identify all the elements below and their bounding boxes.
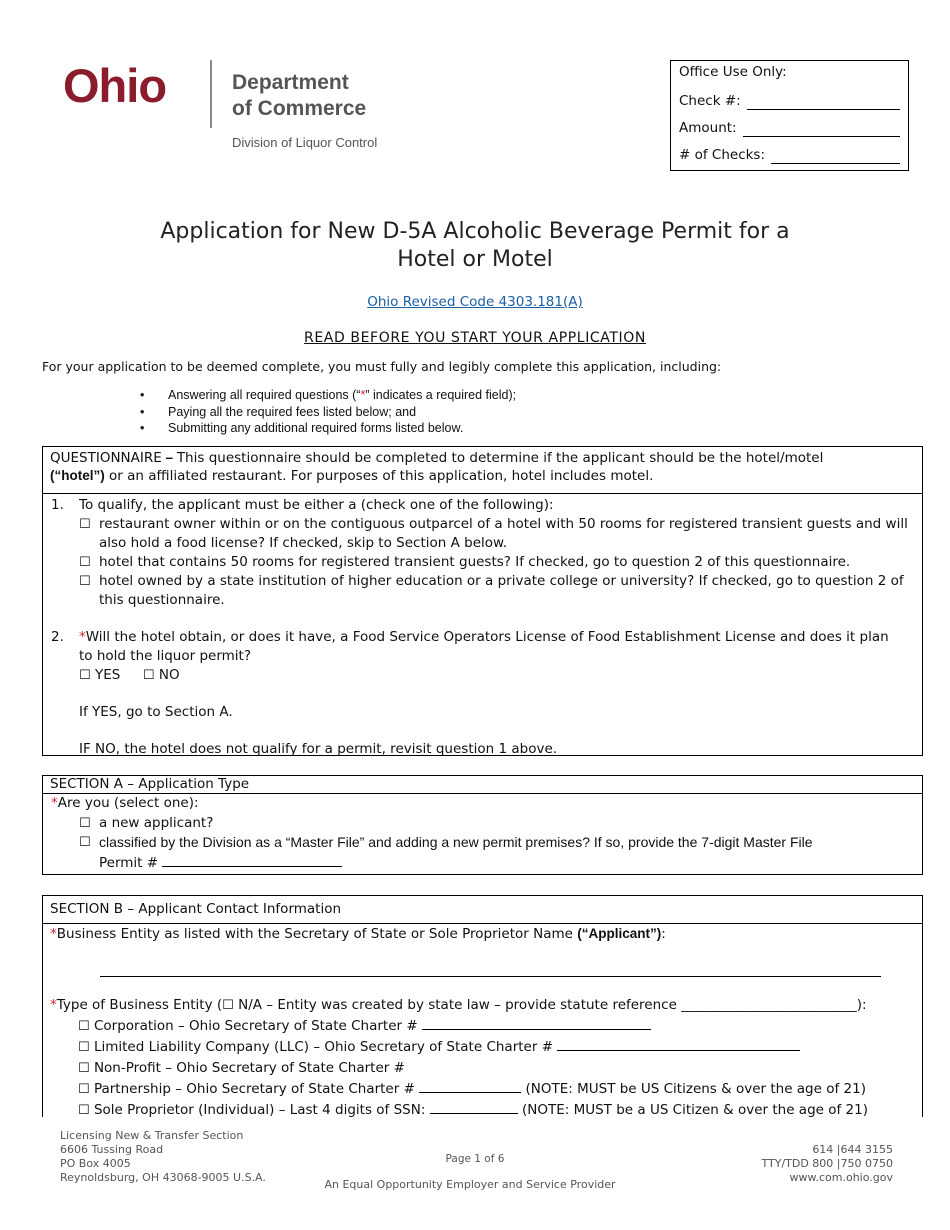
checkbox-icon[interactable]: ☐: [78, 1061, 90, 1076]
dept-line-1: Department: [232, 71, 349, 94]
ohio-logo: Ohio: [63, 59, 167, 112]
orc-link[interactable]: Ohio Revised Code 4303.181(A): [367, 294, 583, 310]
q1-option-restaurant[interactable]: ☐ restaurant owner within or on the contiguous outparcel of a hotel with 50 rooms for registered transient guests and will also hold a food license? If checked, skip to Section A below.: [79, 516, 908, 551]
q1-option-state-institution[interactable]: ☐ hotel owned by a state institution of higher education or a private college or university? If checked, go to question 2 of this questionnaire.: [79, 573, 904, 608]
footer-contact: 614 |644 3155 TTY/TDD 800 |750 0750 www.com.ohio.gov: [761, 1143, 893, 1184]
intro-text: For your application to be deemed complete, you must fully and legibly complete this application, including:: [42, 359, 722, 374]
page-title: Application for New D-5A Alcoholic Beverage Permit for a Hotel or Motel: [160, 219, 790, 272]
section-a-header: SECTION A – Application Type: [43, 776, 922, 794]
questionnaire-header: QUESTIONNAIRE – This questionnaire should be completed to determine if the applicant should be the hotel/motel (“hotel”) or an affiliated restaurant. For purposes of this application, hotel includes motel.: [43, 447, 922, 494]
llc-charter-field[interactable]: [557, 1038, 800, 1051]
check-number-row: Check #:: [679, 83, 900, 110]
checkbox-icon[interactable]: ☐: [78, 1040, 90, 1055]
section-b-header: SECTION B – Applicant Contact Information: [43, 896, 922, 924]
list-item: • Paying all the required fees listed below; and: [140, 404, 516, 421]
q2-yes-option[interactable]: ☐ YES: [79, 667, 121, 683]
checkbox-icon[interactable]: ☐: [79, 555, 91, 570]
checkbox-icon[interactable]: ☐: [142, 668, 155, 683]
footer-address: Licensing New & Transfer Section 6606 Tussing Road PO Box 4005 Reynoldsburg, OH 43068-9005 U.S.A.: [60, 1129, 266, 1184]
section-b-box: [42, 895, 923, 1117]
page-number: Page 1 of 6: [445, 1153, 505, 1165]
questionnaire-body: [43, 494, 922, 761]
master-file-option[interactable]: ☐ classified by the Division as a “Master File” and adding a new permit premises? If so, provide the 7-digit Master File Permit #: [79, 834, 813, 871]
amount-row: Amount:: [679, 110, 900, 137]
check-number-field[interactable]: [747, 94, 900, 110]
read-before-heading: READ BEFORE YOU START YOUR APPLICATION: [304, 330, 646, 346]
checkbox-icon[interactable]: ☐: [79, 574, 91, 589]
requirements-list: [140, 387, 516, 437]
question-2: 2. *Will the hotel obtain, or does it have, a Food Service Operators License of Food Establishment License and does it plan to hold the liquor permit? ☐ YES ☐ NO If YES, go to Section A. IF NO, the hotel does not qualify for a permit, revisit question 1 above.: [51, 628, 914, 759]
checkbox-icon[interactable]: ☐: [78, 1082, 90, 1097]
q1-option-hotel[interactable]: ☐ hotel that contains 50 rooms for registered transient guests? If checked, go to question 2 of this questionnaire.: [79, 554, 851, 570]
checkbox-icon[interactable]: ☐: [78, 1019, 90, 1034]
list-item: • Submitting any additional required forms listed below.: [140, 420, 516, 437]
checks-count-field[interactable]: [771, 148, 900, 164]
llc-option[interactable]: ☐ Limited Liability Company (LLC) – Ohio Secretary of State Charter #: [50, 1037, 915, 1058]
eoe-statement: An Equal Opportunity Employer and Service Provider: [324, 1178, 616, 1191]
business-entity-label: *Business Entity as listed with the Secretary of State or Sole Proprietor Name (“Applicant”):: [50, 926, 666, 942]
dept-line-2: of Commerce: [232, 97, 367, 120]
checkbox-icon[interactable]: ☐: [222, 998, 234, 1013]
new-applicant-option[interactable]: ☐ a new applicant?: [79, 814, 914, 834]
partnership-charter-field[interactable]: [419, 1080, 521, 1093]
section-a-box: [42, 775, 923, 875]
logo-divider: [210, 60, 212, 128]
corporation-option[interactable]: ☐ Corporation – Ohio Secretary of State Charter #: [50, 1016, 915, 1037]
business-entity-field[interactable]: [100, 966, 881, 977]
checkbox-icon[interactable]: ☐: [79, 815, 91, 831]
nonprofit-option[interactable]: ☐ Non-Profit – Ohio Secretary of State Charter #: [78, 1060, 405, 1076]
division-name: Division of Liquor Control: [232, 135, 378, 150]
amount-field[interactable]: [743, 121, 900, 137]
list-item: • Answering all required questions (“*” indicates a required field);: [140, 387, 516, 404]
office-use-box: [670, 60, 909, 171]
question-1: 1. To qualify, the applicant must be either a (check one of the following): ☐ restaurant owner within or on the contiguous outparcel of a hotel with 50 rooms for registered transient guests and will also hold a food license? If checked, skip to Section A below. ☐ hotel that contains 50 rooms for registered transient guests? If checked, go to question 2 of this questionnaire. ☐ hotel owned by a state institution of higher education or a private college or university? If checked, go to question 2 of this questionnaire.: [51, 496, 914, 610]
section-a-question: *Are you (select one):: [51, 795, 199, 811]
checkbox-icon[interactable]: ☐: [79, 668, 91, 683]
checkbox-icon[interactable]: ☐: [78, 1103, 90, 1118]
q2-if-no: IF NO, the hotel does not qualify for a permit, revisit question 1 above.: [79, 741, 558, 757]
sole-proprietor-option[interactable]: ☐ Sole Proprietor (Individual) – Last 4 digits of SSN: (NOTE: MUST be a US Citizen & over the age of 21): [78, 1102, 868, 1118]
checkbox-icon[interactable]: ☐: [79, 835, 91, 850]
corporation-charter-field[interactable]: [422, 1017, 651, 1030]
ssn-last4-field[interactable]: [430, 1101, 518, 1114]
questionnaire-box: [42, 446, 923, 756]
checks-count-row: # of Checks:: [679, 137, 900, 164]
business-entity-type-label: *Type of Business Entity (☐ N/A – Entity was created by state law – provide statute reference __________________________):: [50, 997, 867, 1013]
q2-if-yes: If YES, go to Section A.: [79, 704, 233, 720]
q2-options: [79, 666, 914, 685]
office-use-title: Office Use Only:: [679, 64, 787, 80]
partnership-option[interactable]: ☐ Partnership – Ohio Secretary of State Charter # (NOTE: MUST be US Citizens & over the age of 21): [78, 1081, 866, 1097]
website-link[interactable]: www.com.ohio.gov: [789, 1171, 893, 1184]
checkbox-icon[interactable]: ☐: [79, 517, 91, 532]
master-file-permit-field[interactable]: [162, 854, 342, 867]
q2-no-option[interactable]: ☐ NO: [142, 667, 180, 683]
